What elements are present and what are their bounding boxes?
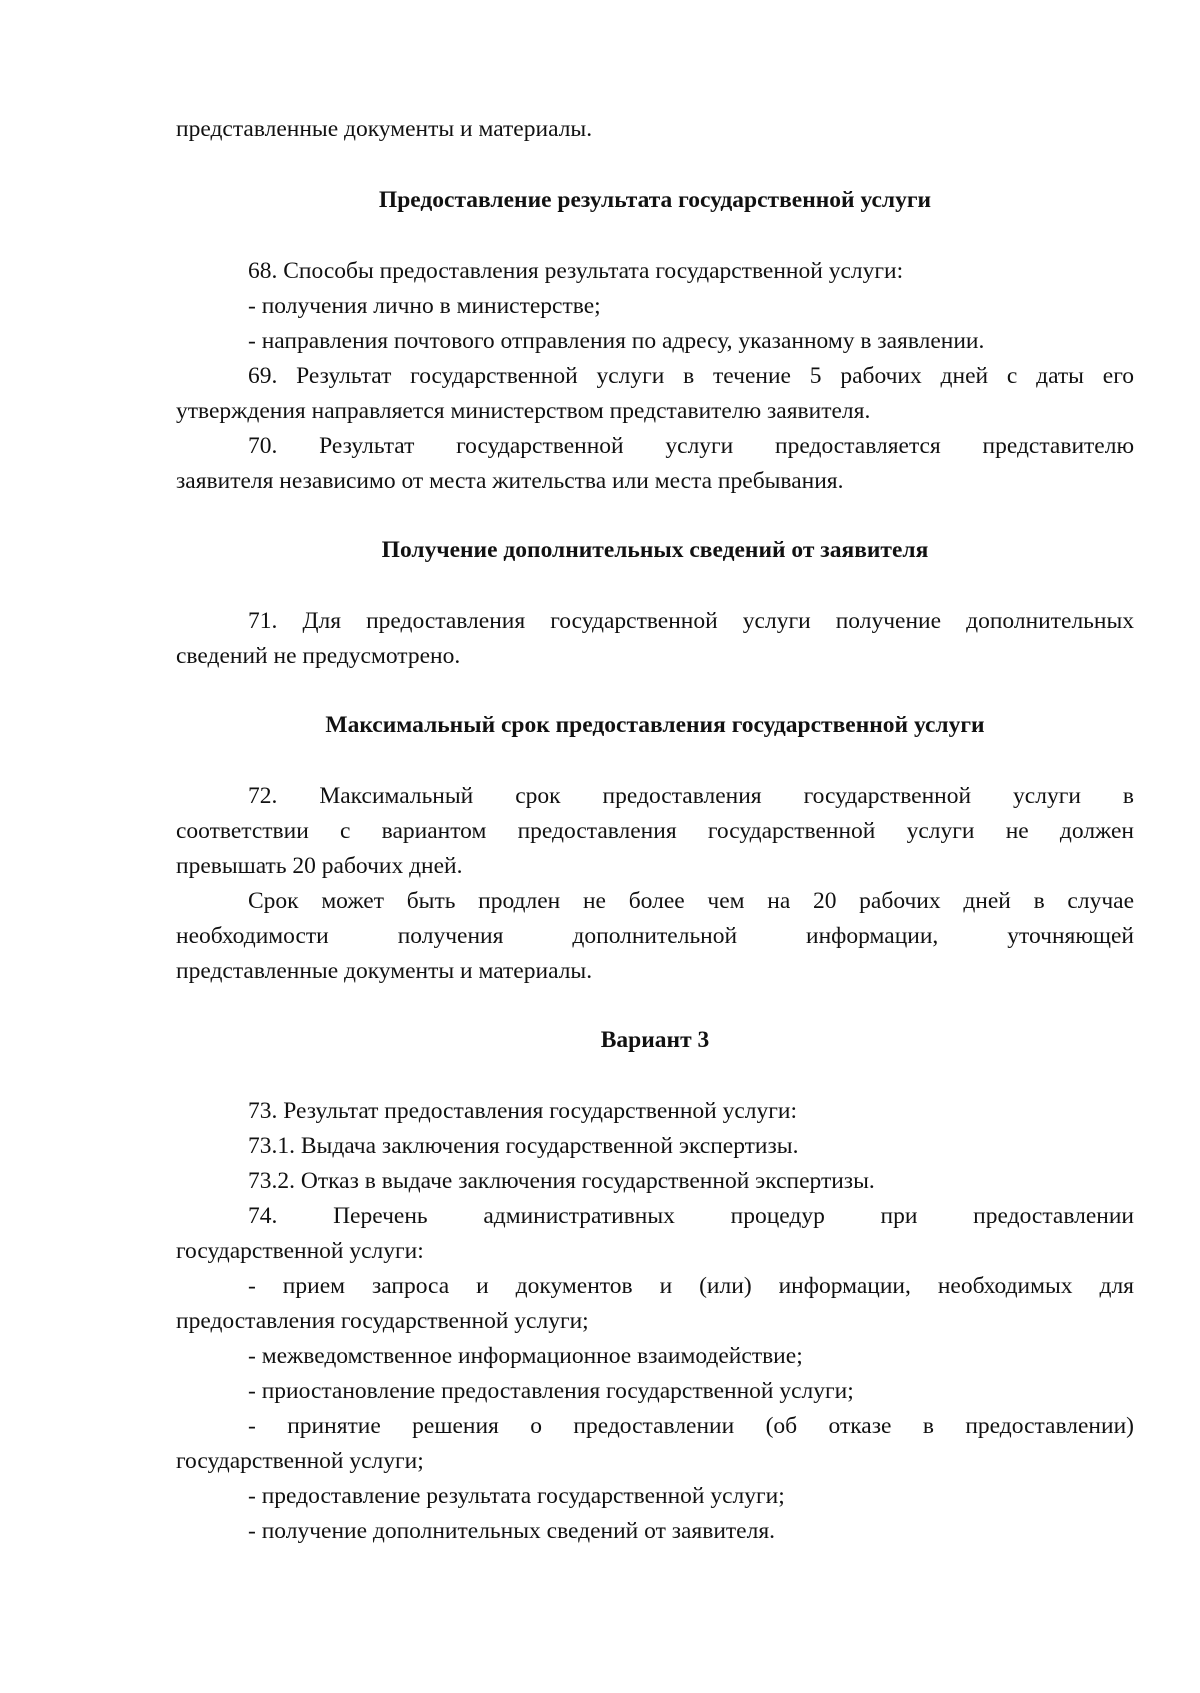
list-item-continuation: государственной услуги; <box>176 1448 424 1474</box>
text-line: утверждения направляется министерством представителю заявителя. <box>176 398 871 424</box>
text-line: соответствии с вариантом предоставления государственной услуги не должен <box>176 818 1134 844</box>
text-line: 74. Перечень административных процедур при предоставлении <box>248 1203 1134 1229</box>
list-item: - приостановление предоставления государственной услуги; <box>248 1378 854 1404</box>
text-line: 70. Результат государственной услуги предоставляется представителю <box>248 433 1134 459</box>
text-line: 68. Способы предоставления результата государственной услуги: <box>248 258 904 284</box>
list-item: - предоставление результата государственной услуги; <box>248 1483 785 1509</box>
paragraph-68 <box>176 254 1134 359</box>
paragraph-73-2 <box>176 1164 1134 1199</box>
paragraph-72-extension <box>176 884 1134 989</box>
document-page <box>176 112 1134 1549</box>
list-item: - принятие решения о предоставлении (об отказе в предоставлении) <box>248 1413 1134 1439</box>
paragraph-69 <box>176 359 1134 429</box>
text-line: 73.1. Выдача заключения государственной экспертизы. <box>248 1133 799 1159</box>
text-line: представленные документы и материалы. <box>176 958 593 984</box>
section-title-result-provision: Предоставление результата государственной услуги <box>378 187 932 213</box>
section-title-additional-info: Получение дополнительных сведений от заявителя <box>381 537 929 563</box>
text-line: 73. Результат предоставления государственной услуги: <box>248 1098 798 1124</box>
paragraph-70 <box>176 429 1134 499</box>
text-line: 73.2. Отказ в выдаче заключения государственной экспертизы. <box>248 1168 875 1194</box>
paragraph-74 <box>176 1199 1134 1269</box>
text-line: необходимости получения дополнительной информации, уточняющей <box>176 923 1134 949</box>
list-item: - получение дополнительных сведений от заявителя. <box>248 1518 776 1544</box>
paragraph-73 <box>176 1094 1134 1129</box>
text-line: представленные документы и материалы. <box>176 116 593 142</box>
section-title-variant-3: Вариант 3 <box>600 1027 710 1053</box>
text-line: превышать 20 рабочих дней. <box>176 853 463 879</box>
intro-paragraph <box>176 112 1134 147</box>
list-item-continuation: предоставления государственной услуги; <box>176 1308 589 1334</box>
paragraph-73-1 <box>176 1129 1134 1164</box>
text-line: заявителя независимо от места жительства или места пребывания. <box>176 468 844 494</box>
procedure-list <box>176 1269 1134 1549</box>
text-line: сведений не предусмотрено. <box>176 643 461 669</box>
text-line: 71. Для предоставления государственной услуги получение дополнительных <box>248 608 1134 634</box>
paragraph-71 <box>176 604 1134 674</box>
section-title-max-term: Максимальный срок предоставления государственной услуги <box>325 712 985 738</box>
text-line: государственной услуги: <box>176 1238 424 1264</box>
list-item: - направления почтового отправления по адресу, указанному в заявлении. <box>248 328 985 354</box>
list-item: - прием запроса и документов и (или) информации, необходимых для <box>248 1273 1134 1299</box>
paragraph-72 <box>176 779 1134 884</box>
text-line: Срок может быть продлен не более чем на 20 рабочих дней в случае <box>248 888 1134 914</box>
text-line: 72. Максимальный срок предоставления государственной услуги в <box>248 783 1134 809</box>
list-item: - межведомственное информационное взаимодействие; <box>248 1343 803 1369</box>
text-line: 69. Результат государственной услуги в течение 5 рабочих дней с даты его <box>248 363 1134 389</box>
list-item: - получения лично в министерстве; <box>248 293 601 319</box>
